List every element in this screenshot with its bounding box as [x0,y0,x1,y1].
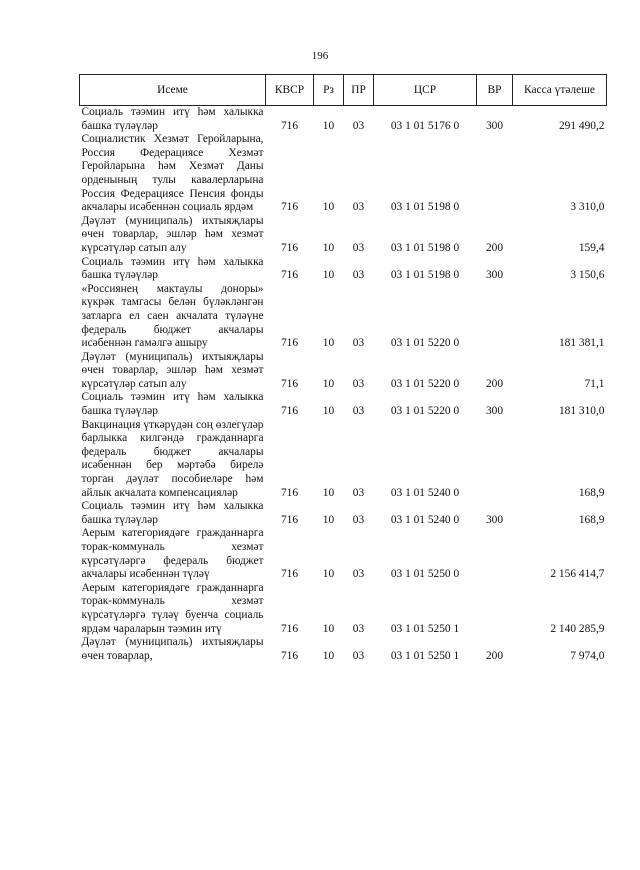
cell-rz: 10 [322,377,335,390]
cell-kvsr: 716 [280,649,299,662]
cell-vr [477,133,513,215]
header-csr: ЦСР [374,75,477,106]
table-row [80,582,607,636]
table-row [80,636,607,663]
cell-pr: 03 [352,269,365,282]
cell-csr: 03 1 01 5250 1 [390,649,460,662]
cell-name: Социаль тәэмин итү һәм халыкка башка түләүләр [81,255,264,282]
cell-name: Дәүләт (муниципаль) ихтыяҗлары өчен товарлар, [81,636,264,662]
cell-amount: 7 974,0 [570,649,605,662]
table-row [80,133,607,215]
cell-amount: 159,4 [578,241,605,254]
cell-rz: 10 [322,513,335,526]
table-row [80,106,607,134]
cell-amount: 168,9 [578,513,605,526]
header-kvsr: КВСР [266,75,314,106]
cell-kvsr: 716 [280,377,299,390]
cell-name: Аерым категориядәге гражданнарга торак-коммуналь хезмәт күрсәтүләргә федераль бюджет акчалары исәбеннән түләү [81,527,264,581]
cell-rz: 10 [322,622,335,635]
cell-pr: 03 [352,622,365,635]
header-name: Исеме [80,75,266,106]
cell-vr: 300 [485,119,504,132]
cell-rz: 10 [322,201,335,214]
table-row [80,351,607,392]
header-rz: Рз [314,75,344,106]
cell-kvsr: 716 [280,405,299,418]
cell-csr: 03 1 01 5220 0 [390,377,460,390]
table-row [80,391,607,418]
cell-csr: 03 1 01 5198 0 [390,241,460,254]
cell-kvsr: 716 [280,241,299,254]
cell-vr: 300 [485,269,504,282]
cell-amount: 3 150,6 [570,269,605,282]
cell-rz: 10 [322,337,335,350]
cell-pr: 03 [352,337,365,350]
cell-rz: 10 [322,269,335,282]
cell-amount: 181 381,1 [558,337,605,350]
cell-kvsr: 716 [280,568,299,581]
cell-vr [477,419,513,501]
cell-vr [477,527,513,581]
cell-vr: 200 [485,377,504,390]
cell-csr: 03 1 01 5250 1 [390,622,460,635]
cell-kvsr: 716 [280,119,299,132]
cell-csr: 03 1 01 5240 0 [390,486,460,499]
cell-pr: 03 [352,119,365,132]
cell-name: «Россиянең мактаулы доноры» күкрәк тамгасы белән бүләкләнгән затларга ел саен акчалата түләүне федераль бюджет акчалары исәбеннән гамәлгә ашыру [81,282,264,350]
table-body [80,106,607,664]
cell-pr: 03 [352,649,365,662]
cell-name: Аерым категориядәге гражданнарга торак-коммуналь хезмәт күрсәтүләргә түләү буенча социаль ярдәм чараларын тәэмин итү [81,581,264,635]
cell-vr [477,582,513,636]
cell-csr: 03 1 01 5220 0 [390,337,460,350]
cell-vr: 300 [485,405,504,418]
table-header-row [80,75,607,106]
cell-csr: 03 1 01 5220 0 [390,405,460,418]
budget-table [79,74,607,663]
page-number: 196 [311,50,329,62]
cell-name: Дәүләт (муниципаль) ихтыяҗлары өчен товарлар, эшләр һәм хезмәт күрсәтүләр сатып алу [81,350,264,390]
cell-vr: 300 [485,513,504,526]
table-row [80,419,607,501]
cell-amount: 71,1 [584,377,605,390]
cell-csr: 03 1 01 5198 0 [390,269,460,282]
cell-amount: 181 310,0 [558,405,605,418]
cell-amount: 3 310,0 [570,201,605,214]
table-row [80,283,607,351]
cell-name: Социаль тәэмин итү һәм халыкка башка түләүләр [81,106,264,132]
cell-name: Вакцинация үткәрүдән соң өзлегүләр барлыкка килгәндә гражданнарга федераль бюджет акчалары исәбеннән бер мәртәбә бирелә торган дәүләт пособиеләре һәм айлык акчалата компенсацияләр [81,418,264,499]
table-row [80,215,607,256]
cell-pr: 03 [352,201,365,214]
cell-csr: 03 1 01 5198 0 [390,201,460,214]
table-row [80,527,607,581]
cell-name: Дәүләт (муниципаль) ихтыяҗлары өчен товарлар, эшләр һәм хезмәт күрсәтүләр сатып алу [81,214,264,254]
cell-vr [477,283,513,351]
cell-pr: 03 [352,377,365,390]
cell-rz: 10 [322,405,335,418]
header-pr: ПР [344,75,374,106]
cell-rz: 10 [322,568,335,581]
cell-rz: 10 [322,119,335,132]
cell-amount: 291 490,2 [558,119,605,132]
cell-amount: 2 140 285,9 [550,622,605,635]
cell-name: Социаль тәэмин итү һәм халыкка башка түләүләр [81,391,264,418]
cell-rz: 10 [322,486,335,499]
cell-name: Социаль тәэмин итү һәм халыкка башка түләүләр [81,500,264,526]
header-amount: Касса үтәлеше [513,75,607,106]
table-row [80,256,607,283]
cell-amount: 2 156 414,7 [550,568,605,581]
cell-kvsr: 716 [280,513,299,526]
cell-kvsr: 716 [280,201,299,214]
cell-csr: 03 1 01 5250 0 [390,568,460,581]
cell-pr: 03 [352,513,365,526]
header-vr: ВР [477,75,513,106]
cell-csr: 03 1 01 5176 0 [390,119,460,132]
cell-vr: 200 [485,241,504,254]
cell-pr: 03 [352,405,365,418]
cell-name: Социалистик Хезмәт Геройларына, Россия Федерациясе Хезмәт Геройларына һәм Хезмәт Даны орденының тулы кавалерларына Россия Федерациясе Пенсия фонды акчалары исәбеннән социаль ярдәм [81,133,264,214]
cell-rz: 10 [322,241,335,254]
cell-kvsr: 716 [280,337,299,350]
cell-csr: 03 1 01 5240 0 [390,513,460,526]
cell-vr: 200 [485,649,504,662]
cell-kvsr: 716 [280,486,299,499]
cell-kvsr: 716 [280,269,299,282]
cell-amount: 168,9 [578,486,605,499]
cell-pr: 03 [352,241,365,254]
cell-pr: 03 [352,486,365,499]
table-row [80,500,607,527]
cell-kvsr: 716 [280,622,299,635]
cell-pr: 03 [352,568,365,581]
cell-rz: 10 [322,649,335,662]
